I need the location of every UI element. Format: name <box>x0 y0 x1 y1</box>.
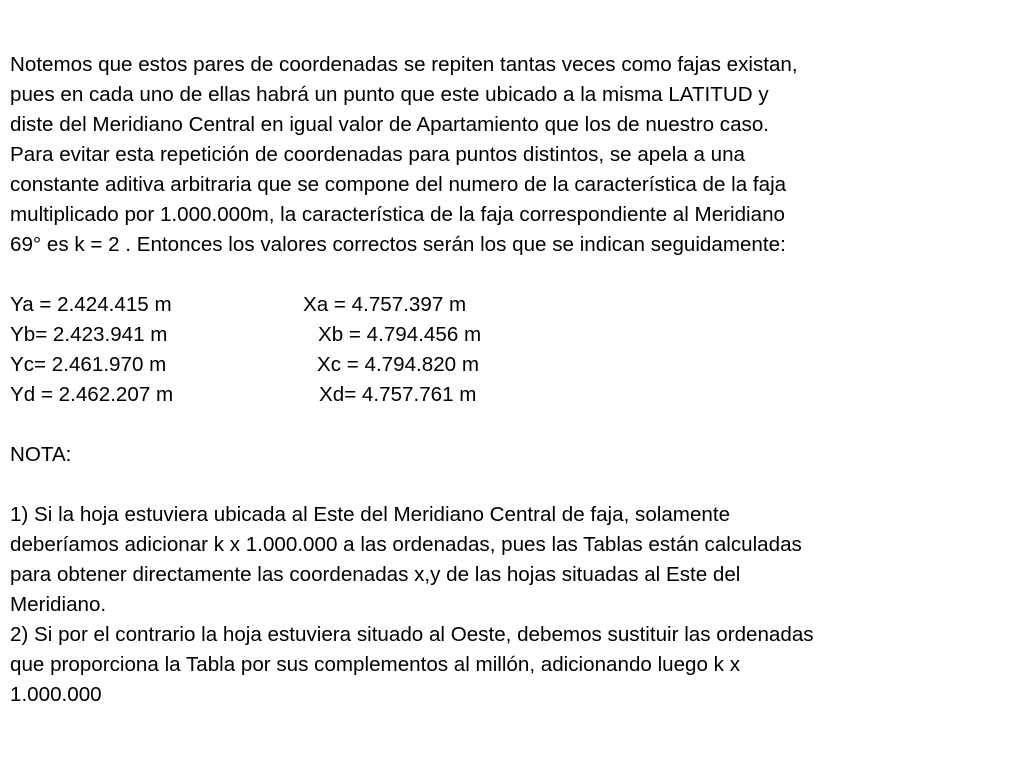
coordinates-list <box>10 290 1015 410</box>
intro-line: diste del Meridiano Central en igual valor de Apartamiento que los de nuestro caso. <box>10 113 769 136</box>
nota-item-1-line: para obtener directamente las coordenadas x,y de las hojas situadas al Este del <box>10 563 741 586</box>
abscissa-value-b: Xb = 4.794.456 m <box>318 323 482 346</box>
intro-line: multiplicado por 1.000.000m, la característica de la faja correspondiente al Meridiano <box>10 203 785 226</box>
intro-line: Notemos que estos pares de coordenadas se repiten tantas veces como fajas existan, <box>10 53 798 76</box>
ordinate-value-c: Yc= 2.461.970 m <box>10 353 167 376</box>
abscissa-value-a: Xa = 4.757.397 m <box>303 293 467 316</box>
spacer <box>10 470 1015 500</box>
abscissa-value-c: Xc = 4.794.820 m <box>317 353 479 376</box>
ordinate-value-b: Yb= 2.423.941 m <box>10 323 168 346</box>
coordinate-row-c <box>10 350 1015 380</box>
coordinate-row-d <box>10 380 1015 410</box>
intro-line: 69° es k = 2 . Entonces los valores correctos serán los que se indican seguidamente: <box>10 233 786 256</box>
slide-content <box>10 50 1015 710</box>
coordinate-row-b <box>10 320 1015 350</box>
nota-item-1 <box>10 500 1015 620</box>
nota-item-2 <box>10 620 1015 710</box>
abscissa-value-d: Xd= 4.757.761 m <box>319 383 477 406</box>
intro-line: Para evitar esta repetición de coordenadas para puntos distintos, se apela a una <box>10 143 745 166</box>
nota-item-2-line: que proporciona la Tabla por sus complementos al millón, adicionando luego k x <box>10 653 740 676</box>
intro-line: constante aditiva arbitraria que se compone del numero de la característica de la faja <box>10 173 787 196</box>
nota-heading: NOTA: <box>10 443 72 466</box>
intro-paragraph <box>10 50 1015 260</box>
nota-item-2-line: 1.000.000 <box>10 683 102 706</box>
nota-item-2-line: 2) Si por el contrario la hoja estuviera situado al Oeste, debemos sustituir las ordenadas <box>10 623 814 646</box>
nota-item-1-line: Meridiano. <box>10 593 107 616</box>
ordinate-value-d: Yd = 2.462.207 m <box>10 383 174 406</box>
spacer <box>10 410 1015 440</box>
intro-line: pues en cada uno de ellas habrá un punto que este ubicado a la misma LATITUD y <box>10 83 769 106</box>
coordinate-row-a <box>10 290 1015 320</box>
spacer <box>10 260 1015 290</box>
nota-item-1-line: 1) Si la hoja estuviera ubicada al Este del Meridiano Central de faja, solamente <box>10 503 731 526</box>
nota-item-1-line: deberíamos adicionar k x 1.000.000 a las ordenadas, pues las Tablas están calculadas <box>10 533 802 556</box>
ordinate-value-a: Ya = 2.424.415 m <box>10 293 172 316</box>
